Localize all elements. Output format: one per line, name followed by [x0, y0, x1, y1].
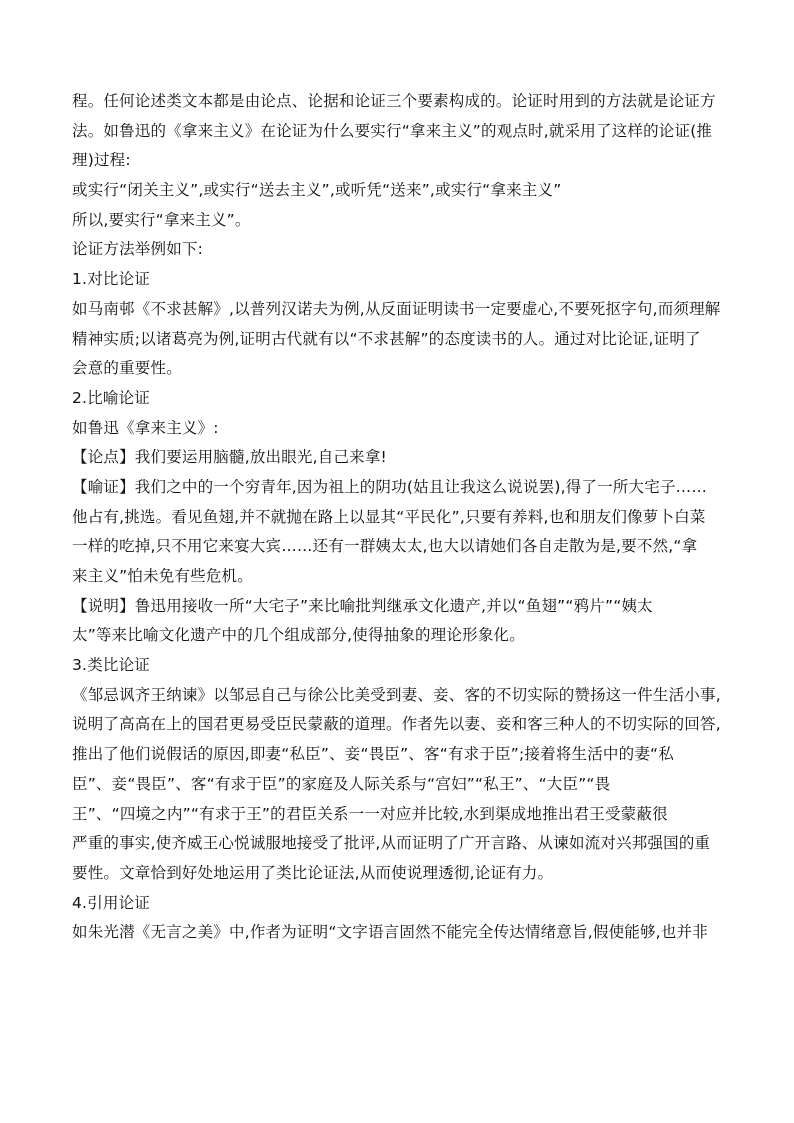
section-heading: 2.比喻论证 — [72, 388, 150, 407]
text-line: 一样的吃掉,只不用它来宴大宾……还有一群姨太太,也大以请她们各自走散为是,要不然,“拿 — [72, 537, 698, 556]
text-line: 王”、“四境之内”“有求于王”的君臣关系一一对应并比较,水到渠成地推出君王受蒙蔽很 — [72, 804, 668, 823]
text-line: 如朱光潜《无言之美》中,作者为证明“文字语言固然不能完全传达情绪意旨,假使能够,也并非 — [72, 923, 708, 942]
text-line: 推出了他们说假话的原因,即妻“私臣”、妾“畏臣”、客“有求于臣”;接着将生活中的妻“私 — [72, 745, 674, 764]
text-line: 他占有,挑选。看见鱼翅,并不就抛在路上以显其“平民化”,只要有养料,也和朋友们像萝卜白菜 — [72, 507, 706, 526]
text-line: 如马南邨《不求甚解》,以普列汉诺夫为例,从反面证明读书一定要虚心,不要死抠字句,而须理解 — [72, 299, 721, 318]
text-line: 所以,要实行“拿来主义”。 — [72, 210, 251, 229]
text-line: 【论点】我们要运用脑髓,放出眼光,自己来拿! — [72, 448, 387, 467]
text-line: 严重的事实,使齐威王心悦诚服地接受了批评,从而证明了广开言路、从谏如流对兴邦强国的重 — [72, 834, 711, 853]
section-heading: 3.类比论证 — [72, 656, 150, 675]
text-line: 说明了高高在上的国君更易受臣民蒙蔽的道理。作者先以妻、妾和客三种人的不切实际的回答, — [72, 715, 721, 734]
text-line: 或实行“闭关主义”,或实行“送去主义”,或听凭“送来”,或实行“拿来主义” — [72, 181, 562, 200]
text-line: 臣”、妾“畏臣”、客“有求于臣”的家庭及人际关系与“宫妇”“私王”、“大臣”“畏 — [72, 774, 611, 793]
text-line: 精神实质;以诸葛亮为例,证明古代就有以“不求甚解”的态度读书的人。通过对比论证,证明了 — [72, 329, 701, 348]
text-line: 要性。文章恰到好处地运用了类比论证法,从而使说理透彻,论证有力。 — [72, 863, 554, 882]
section-heading: 4.引用论证 — [72, 893, 150, 912]
section-heading: 1.对比论证 — [72, 270, 150, 289]
text-line: 程。任何论述类文本都是由论点、论据和论证三个要素构成的。论证时用到的方法就是论证方 — [72, 92, 716, 110]
text-line: 【说明】鲁迅用接收一所“大宅子”来比喻批判继承文化遗产,并以“鱼翅”“鸦片”“姨太 — [72, 596, 653, 615]
text-line: 法。如鲁迅的《拿来主义》在论证为什么要实行“拿来主义”的观点时,就采用了这样的论证(推 — [72, 121, 713, 140]
text-line: 太”等来比喻文化遗产中的几个组成部分,使得抽象的理论形象化。 — [72, 626, 525, 645]
text-line: 会意的重要性。 — [72, 359, 182, 378]
text-line: 如鲁迅《拿来主义》: — [72, 418, 219, 437]
text-line: 来主义”怕未免有些危机。 — [72, 567, 253, 585]
text-line: 理)过程: — [72, 151, 131, 170]
text-line: 【喻证】我们之中的一个穷青年,因为祖上的阴功(姑且让我这么说说罢),得了一所大宅子…… — [72, 477, 708, 496]
document-body — [72, 87, 726, 948]
text-line: 论证方法举例如下: — [72, 240, 204, 259]
text-line: 《邹忌讽齐王纳谏》以邹忌自己与徐公比美受到妻、妾、客的不切实际的赞扬这一件生活小事, — [72, 685, 721, 704]
